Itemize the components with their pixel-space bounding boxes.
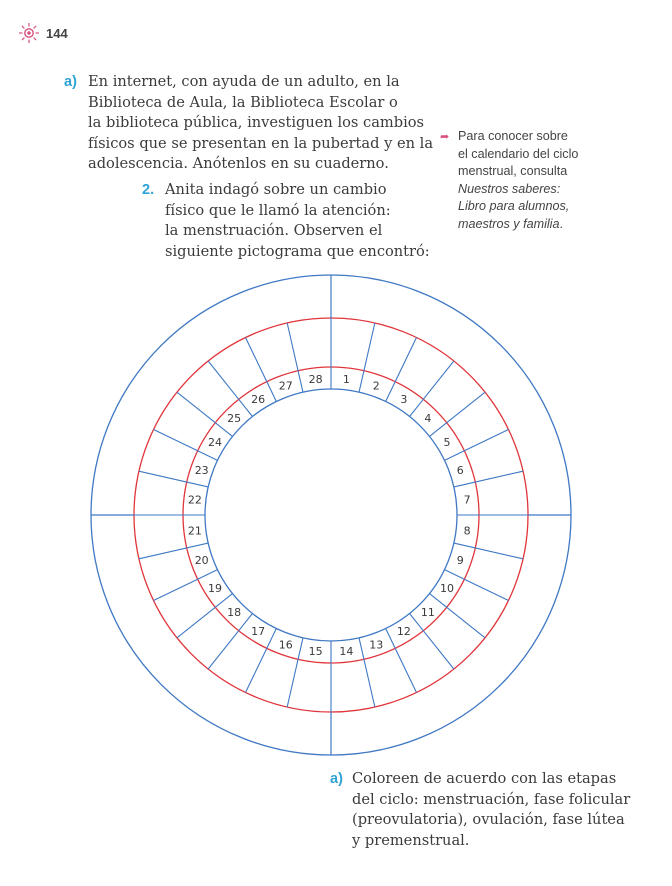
day-number: 14 — [339, 645, 354, 659]
sidenote-line: Para conocer sobre — [458, 129, 568, 143]
item-b-line: del ciclo: menstruación, fase folicular — [352, 790, 631, 808]
sun-icon — [18, 22, 40, 44]
item-a-line: físicos que se presentan en la pubertad y en la — [88, 134, 434, 152]
day-divider — [267, 382, 277, 402]
day-number: 24 — [207, 436, 222, 450]
item-a-line: adolescencia. Anótenlos en su cuaderno. — [88, 155, 389, 172]
day-number: 7 — [463, 493, 471, 507]
day-number: 11 — [420, 605, 435, 619]
item-b-text — [352, 769, 630, 851]
band-divider — [208, 631, 239, 669]
band-divider — [464, 430, 508, 451]
band-divider — [139, 471, 187, 482]
band-divider — [139, 548, 187, 559]
band-divider — [177, 392, 215, 423]
band-divider — [287, 323, 298, 371]
band-divider — [395, 338, 416, 382]
sidenote-line: el calendario del ciclo — [458, 146, 579, 161]
day-number: 25 — [227, 412, 242, 426]
day-divider — [267, 629, 277, 649]
item-a-marker: a) — [64, 74, 77, 90]
item-2-text — [165, 180, 430, 262]
day-divider — [454, 543, 475, 548]
inner-circle — [205, 389, 457, 641]
day-number: 16 — [278, 638, 293, 652]
band-divider — [464, 579, 508, 600]
arrow-icon: ➦ — [440, 131, 450, 143]
day-divider — [445, 570, 465, 580]
item-a-line: Biblioteca de Aula, la Biblioteca Escolar o — [88, 93, 398, 111]
band-divider — [154, 430, 198, 451]
day-number: 26 — [251, 392, 266, 406]
item-2-line: Anita indagó sobre un cambio — [165, 181, 387, 198]
day-number: 22 — [187, 493, 202, 507]
item-2-line: físico que le llamó la atención: — [165, 201, 391, 219]
item-b-line: (preovulatoria), ovulación, fase lútea — [352, 811, 625, 828]
day-number: 21 — [187, 524, 202, 538]
day-number: 23 — [194, 463, 209, 477]
day-number: 20 — [194, 554, 209, 568]
item-b-line: Coloreen de acuerdo con las etapas — [352, 770, 617, 787]
day-divider — [298, 371, 303, 392]
day-number: 9 — [456, 554, 464, 568]
sidenote-line — [440, 198, 630, 216]
item-2-line: siguiente pictograma que encontró: — [165, 242, 430, 260]
day-number: 4 — [424, 412, 432, 426]
item-a-line: En internet, con ayuda de un adulto, en la — [88, 73, 400, 90]
band-divider — [423, 631, 454, 669]
book-title: Libro para alumnos, — [458, 199, 570, 214]
day-number: 6 — [456, 463, 464, 477]
day-number: 2 — [372, 379, 380, 393]
day-number: 15 — [308, 645, 323, 659]
band-divider — [208, 361, 239, 399]
band-divider — [246, 648, 267, 692]
item-b-marker: a) — [330, 771, 343, 787]
day-number: 1 — [342, 372, 350, 386]
day-divider — [187, 482, 208, 487]
band-divider — [154, 579, 198, 600]
band-divider — [395, 648, 416, 692]
day-divider — [359, 638, 364, 659]
sidenote-end: . — [559, 216, 563, 231]
band-divider — [246, 338, 267, 382]
day-number: 13 — [369, 638, 384, 652]
sidenote-line — [440, 181, 630, 199]
sidenote — [440, 128, 630, 234]
sidenote-line: menstrual, consulta — [458, 164, 568, 179]
item-2-line: la menstruación. Observen el — [165, 222, 383, 239]
day-number: 19 — [207, 581, 222, 595]
item-a-text — [88, 72, 433, 175]
page-number: 144 — [46, 25, 68, 41]
day-divider — [454, 482, 475, 487]
day-divider — [445, 451, 465, 461]
day-divider — [386, 629, 396, 649]
day-divider — [187, 543, 208, 548]
band-divider — [177, 607, 215, 638]
day-number: 27 — [278, 379, 293, 393]
day-divider — [298, 638, 303, 659]
day-divider — [430, 423, 447, 437]
band-divider — [475, 471, 523, 482]
day-number: 12 — [396, 625, 411, 639]
day-divider — [386, 382, 396, 402]
day-number: 3 — [400, 392, 408, 406]
band-divider — [364, 659, 375, 707]
day-number: 18 — [227, 605, 242, 619]
day-divider — [359, 371, 364, 392]
book-title: maestros y familia — [458, 216, 560, 231]
band-divider — [447, 607, 485, 638]
day-number: 10 — [440, 581, 455, 595]
day-number: 5 — [443, 436, 451, 450]
band-divider — [447, 392, 485, 423]
day-divider — [198, 451, 218, 461]
book-title: Nuestros saberes: — [458, 181, 561, 196]
day-divider — [410, 399, 424, 416]
item-a-line: la biblioteca pública, investiguen los cambios — [88, 114, 425, 131]
day-number: 8 — [463, 524, 471, 538]
cycle-pictogram — [90, 274, 572, 756]
sidenote-line — [440, 216, 630, 234]
band-divider — [364, 323, 375, 371]
band-divider — [287, 659, 298, 707]
band-divider — [475, 548, 523, 559]
item-2-marker: 2. — [142, 182, 155, 198]
page-header — [18, 22, 68, 44]
day-number: 17 — [251, 625, 266, 639]
band-divider — [423, 361, 454, 399]
day-divider — [198, 570, 218, 580]
item-b-line: y premenstrual. — [352, 831, 470, 849]
day-number: 28 — [308, 372, 323, 386]
